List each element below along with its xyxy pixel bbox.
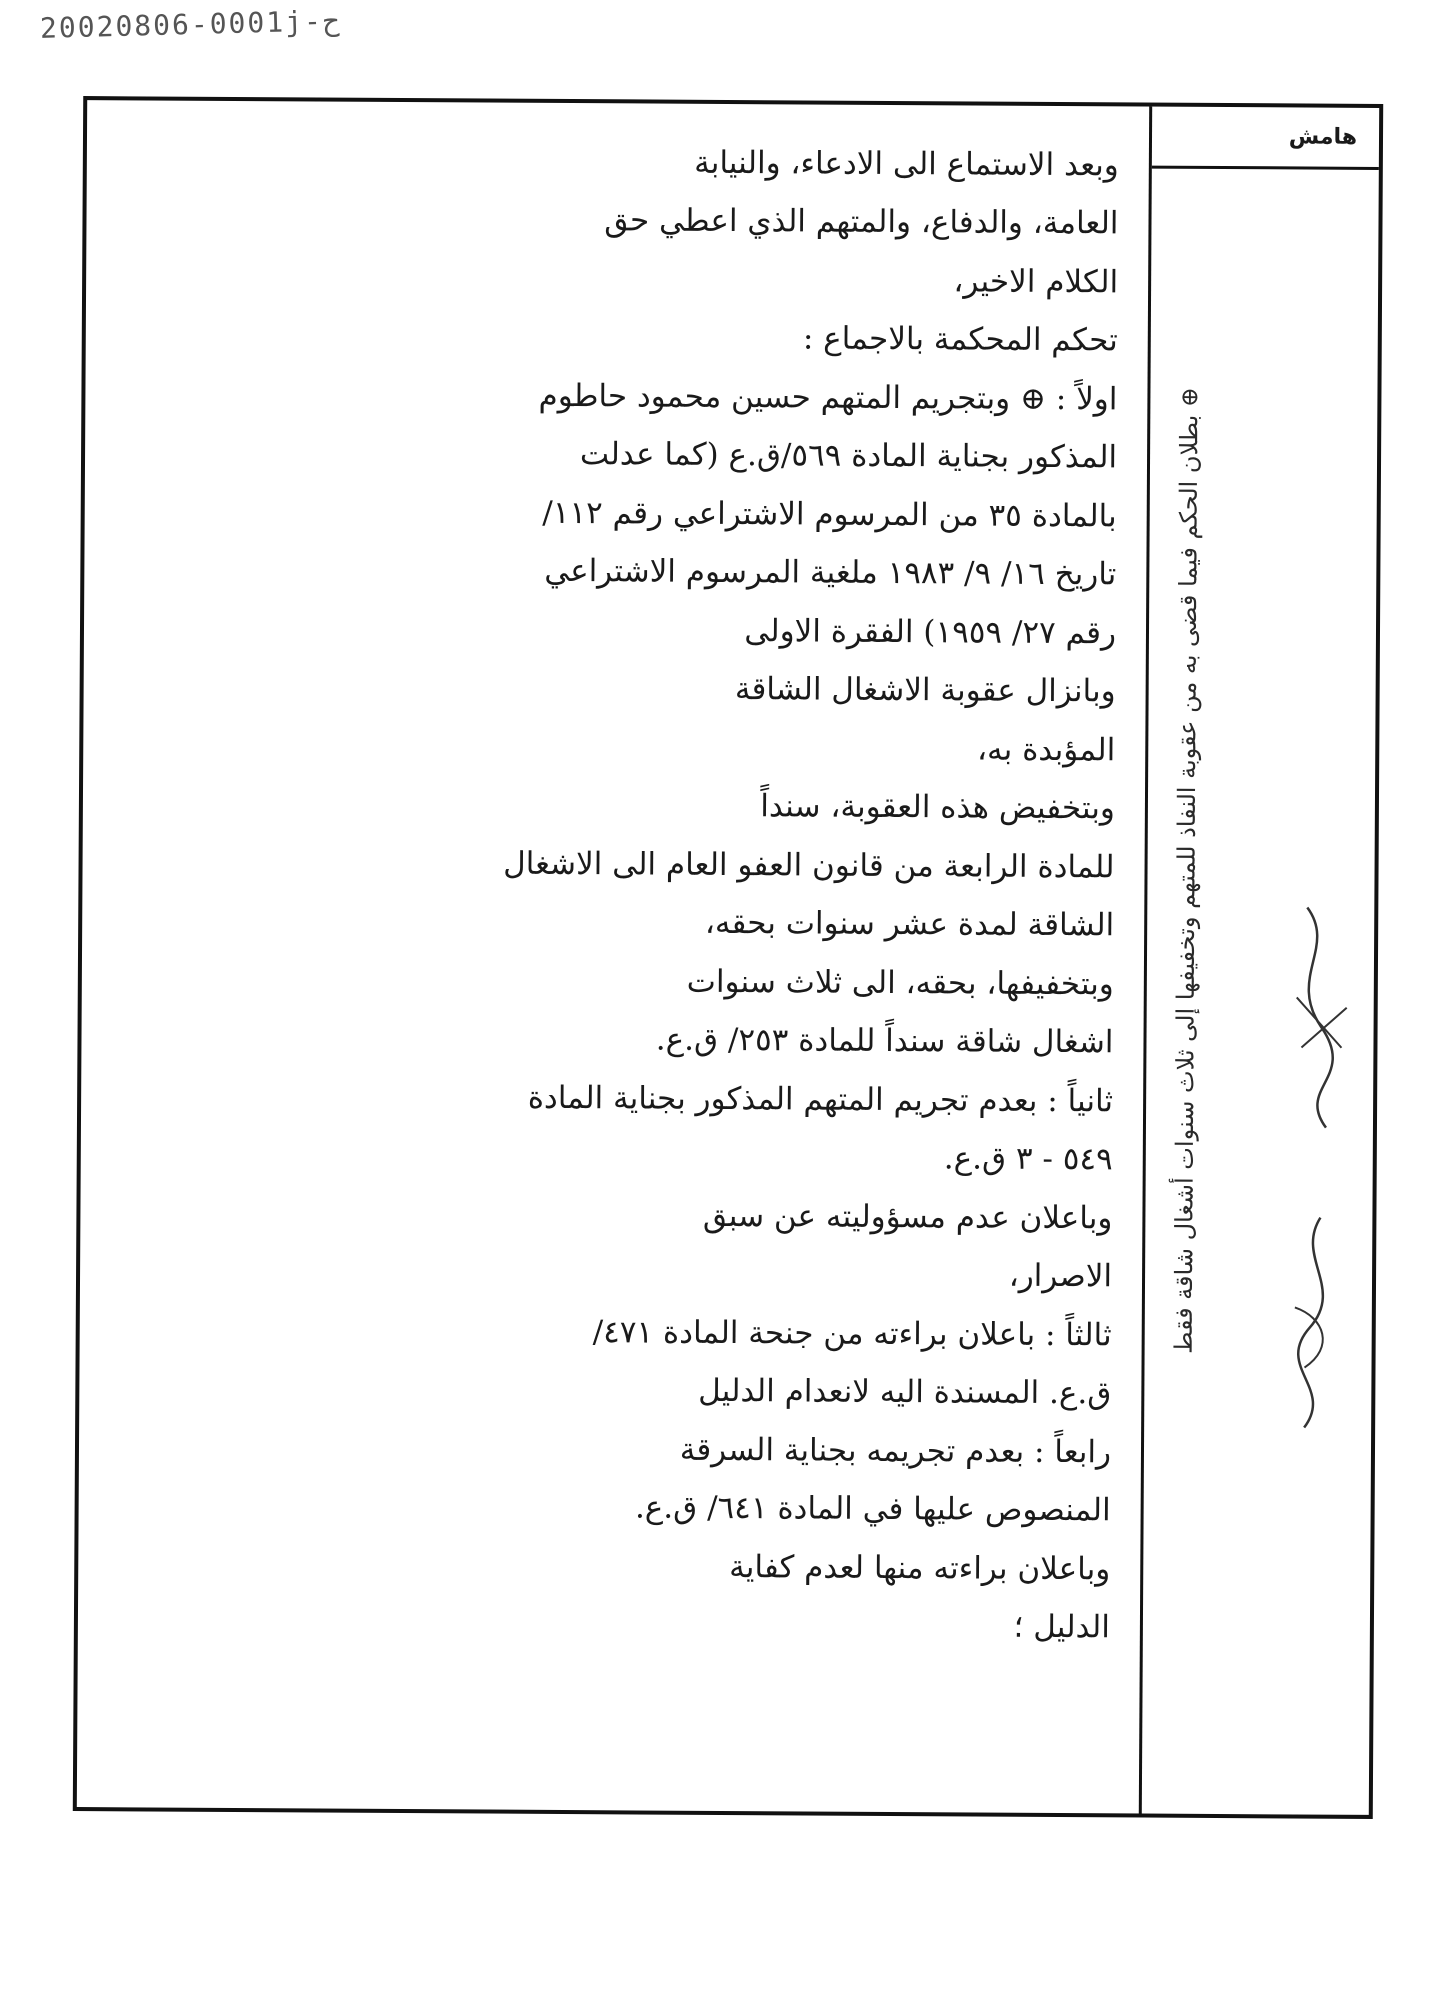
document-form (73, 96, 1383, 1819)
text-line: ثالثاً : باعلان براءته من جنحة المادة ٤٧١/ (592, 1313, 1112, 1354)
text-line: وباعلان براءته منها لعدم كفاية (729, 1548, 1111, 1588)
text-line: وبعد الاستماع الى الادعاء، والنيابة (694, 144, 1119, 184)
text-line: رابعاً : بعدم تجريمه بجناية السرقة (679, 1431, 1112, 1471)
text-line: وبانزال عقوبة الاشغال الشاقة (734, 671, 1116, 710)
text-line: بالمادة ٣٥ من المرسوم الاشتراعي رقم ١١٢/ (542, 494, 1117, 535)
text-line: العامة، والدفاع، والمتهم الذي اعطي حق (604, 202, 1119, 242)
text-line: اولاً : ⊕ وبتجريم المتهم حسين محمود حاطوم (538, 377, 1118, 418)
text-line: ٥٤٩ - ٣ ق.ع. (943, 1140, 1113, 1178)
judgment-text (77, 100, 1149, 1813)
text-line: للمادة الرابعة من قانون العفو العام الى الاشغال (503, 845, 1115, 886)
margin-column (1139, 107, 1379, 1815)
margin-header: هامش (1152, 107, 1379, 170)
text-line: المؤبدة به، (976, 731, 1116, 769)
text-line: الكلام الاخير، (953, 263, 1119, 301)
text-line: الدليل ؛ (1013, 1609, 1111, 1646)
text-line: تاريخ ١٦/ ٩/ ١٩٨٣ ملغية المرسوم الاشتراعي (544, 553, 1117, 593)
text-line: المنصوص عليها في المادة ٦٤١/ ق.ع. (634, 1489, 1111, 1529)
document-reference: 20020806-0001j-ح (39, 4, 341, 45)
text-line: وبتخفيفها، بحقه، الى ثلاث سنوات (686, 963, 1114, 1003)
text-line: اشغال شاقة سنداً للمادة ٢٥٣/ ق.ع. (655, 1021, 1114, 1061)
text-line: وبتخفيض هذه العقوبة، سنداً (760, 788, 1116, 827)
text-line: المذكور بجناية المادة ٥٦٩/ق.ع (كما عدلت (579, 436, 1118, 476)
text-line: الشاقة لمدة عشر سنوات بحقه، (704, 905, 1115, 944)
margin-note: ⊕ بطلان الحكم فيما قضى به من عقوبة النفاذ للمتهم وتخفيفها إلى ثلاث سنوات أشغال شاقة فقط (1169, 386, 1204, 1354)
margin-signatures-icon (1264, 887, 1367, 1448)
text-line: ق.ع. المسندة اليه لانعدام الدليل (698, 1373, 1112, 1412)
text-line: رقم ٢٧/ ١٩٥٩) الفقرة الاولى (744, 612, 1117, 652)
text-line: تحكم المحكمة بالاجماع : (802, 320, 1118, 359)
text-line: ثانياً : بعدم تجريم المتهم المذكور بجناية المادة (527, 1079, 1114, 1120)
text-line: الاصرار، (1008, 1257, 1113, 1295)
text-line: وباعلان عدم مسؤوليته عن سبق (702, 1197, 1113, 1237)
